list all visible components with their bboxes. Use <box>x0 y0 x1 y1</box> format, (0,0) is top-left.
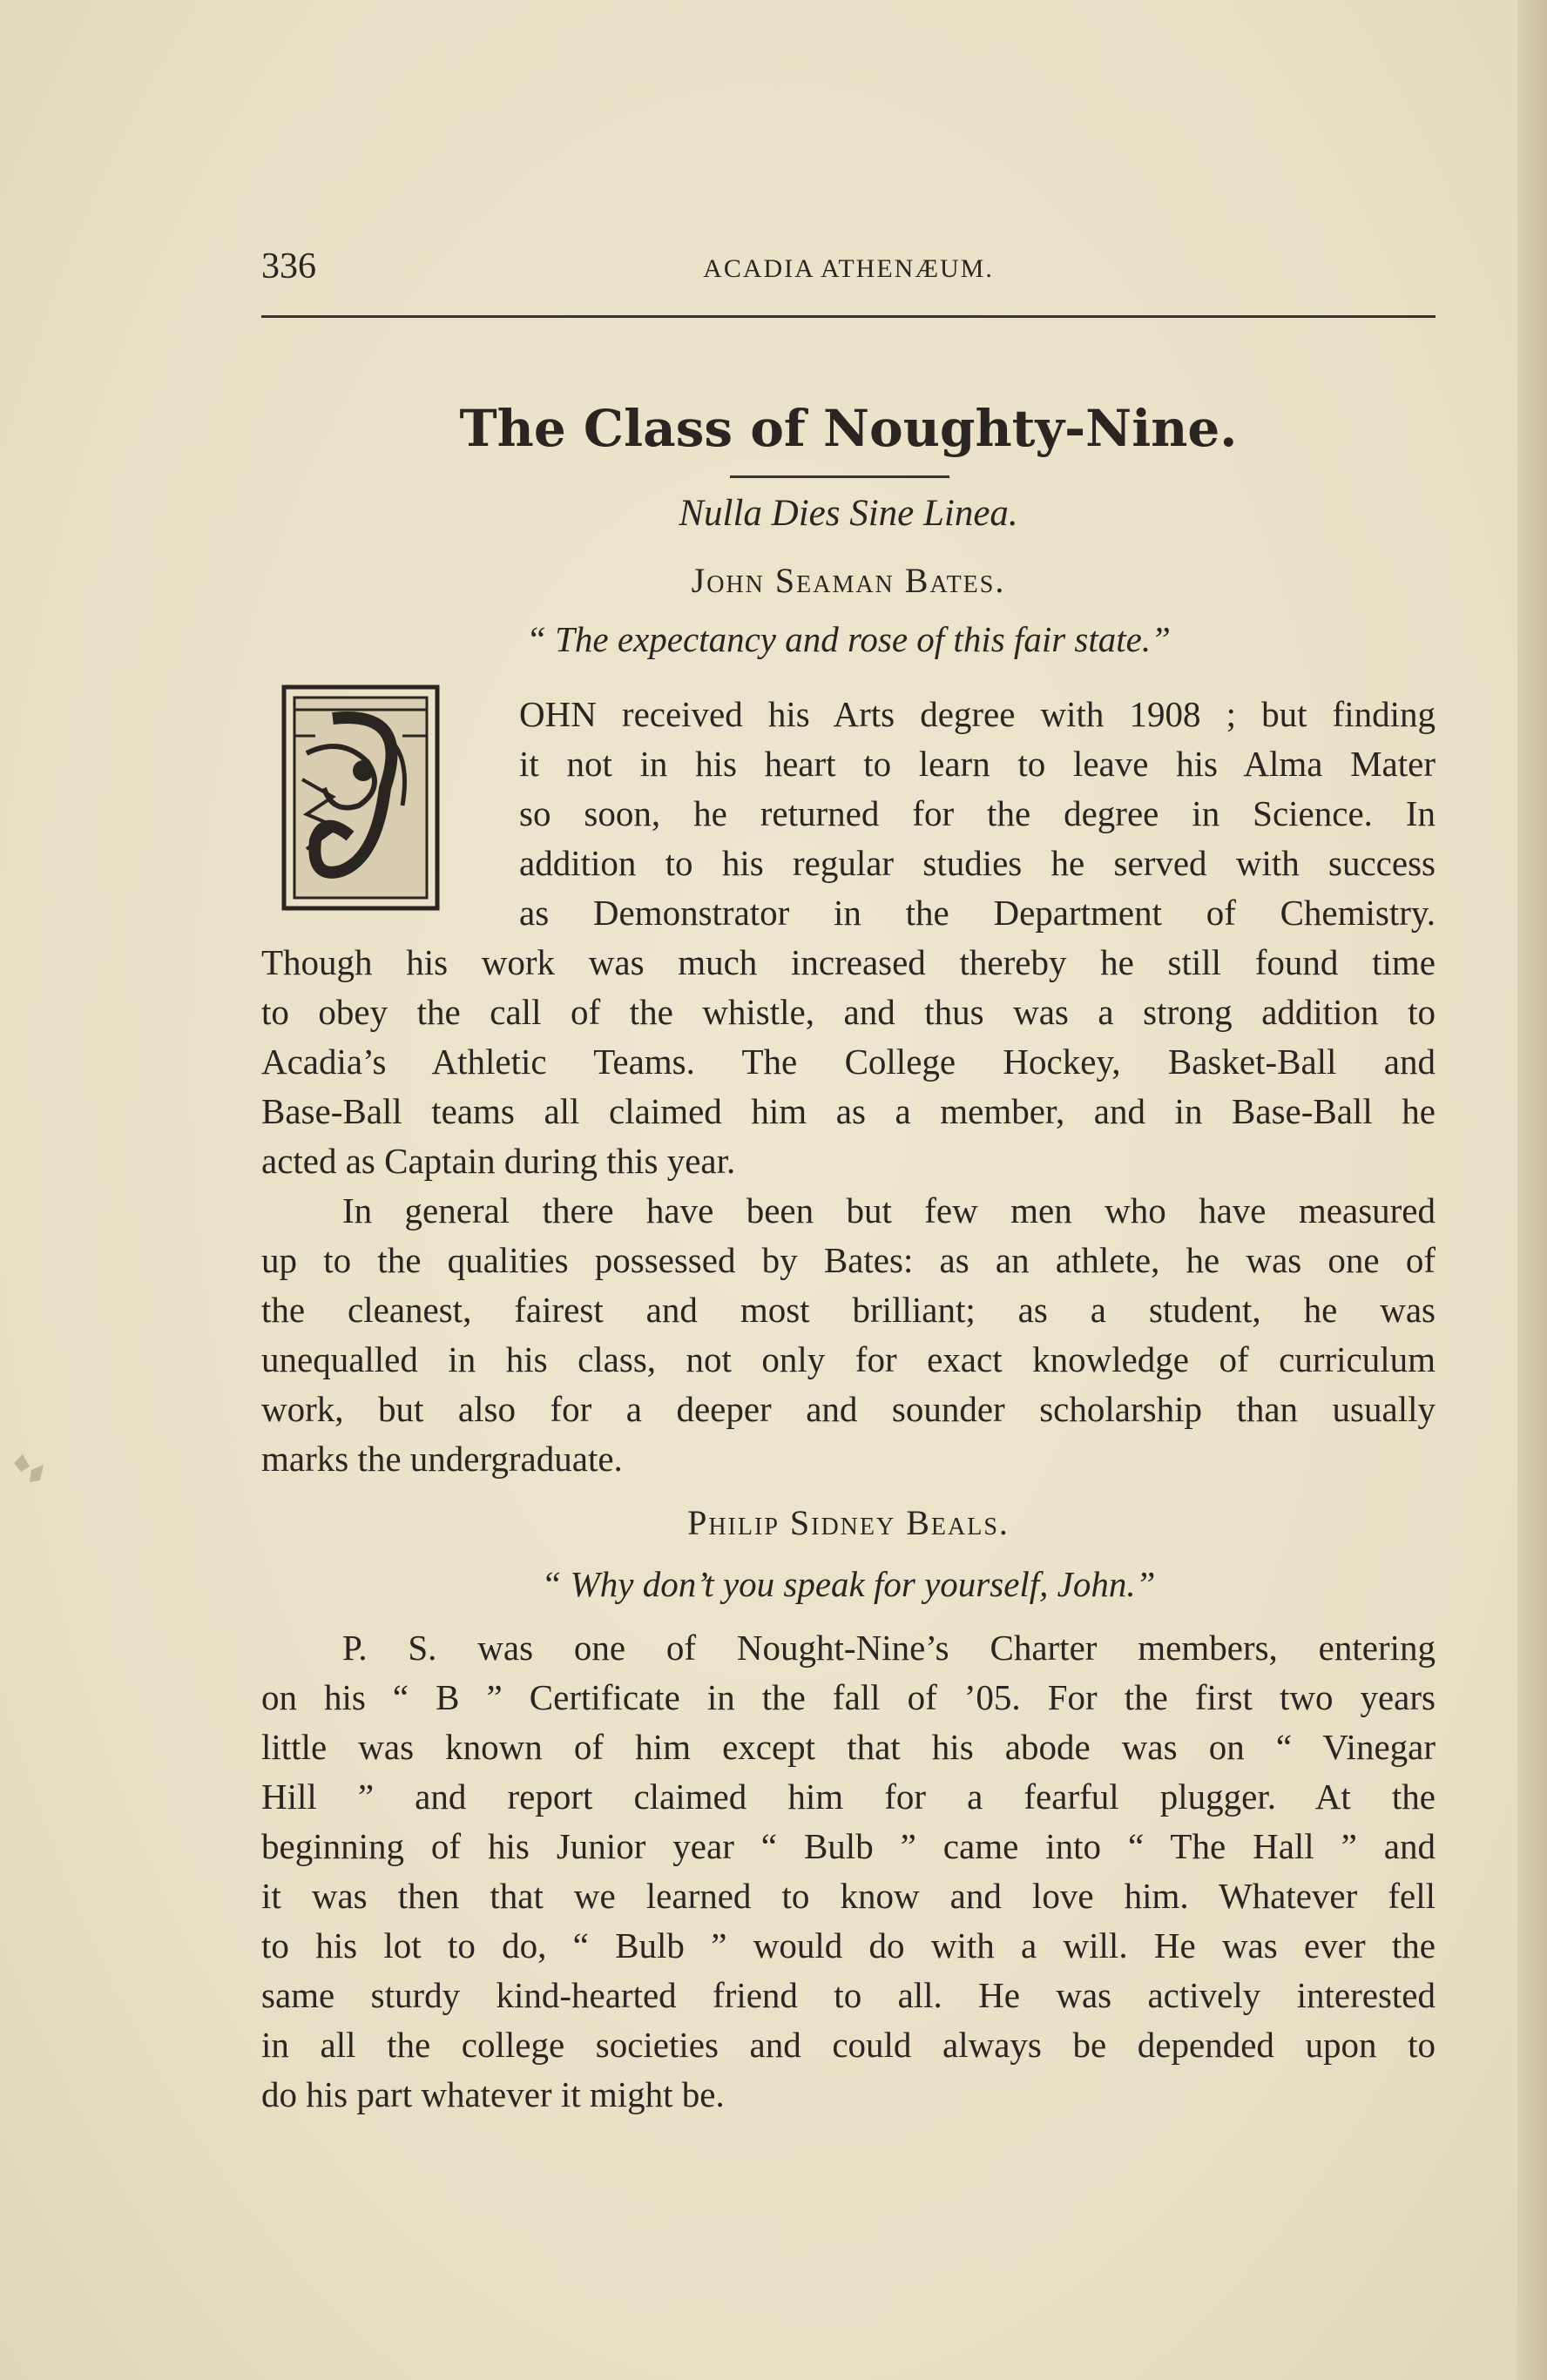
section2-line-8: same sturdy kind-hearted friend to all. He was actively interested <box>261 1975 1436 2015</box>
section1-line-3: so soon, he returned for the degree in Science. In <box>519 793 1436 833</box>
page-number: 336 <box>261 246 316 287</box>
section1-line-8: Acadia’s Athletic Teams. The College Hockey, Basket-Ball and <box>261 1042 1436 1082</box>
section1-line-15: work, but also for a deeper and sounder scholarship than usually <box>261 1389 1436 1429</box>
header-rule <box>261 315 1436 318</box>
section2-line-10: do his part whatever it might be. <box>261 2074 725 2114</box>
section1-line-6: Though his work was much increased thereby he still found time <box>261 942 1436 982</box>
section1-line-7: to obey the call of the whistle, and thus was a strong addition to <box>261 992 1436 1032</box>
section1-line-5: as Demonstrator in the Department of Chemistry. <box>519 893 1436 933</box>
article-title: The Class of Noughty-Nine. <box>459 399 1238 458</box>
section2-name: Philip Sidney Beals. <box>687 1503 1010 1542</box>
title-rule <box>730 475 949 478</box>
section2-quote: “ Why don’t you speak for yourself, John.” <box>541 1564 1156 1604</box>
section1-line-10: acted as Captain during this year. <box>261 1141 736 1181</box>
section2-line-4: Hill ” and report claimed him for a fearful plugger. At the <box>261 1777 1436 1817</box>
section2-line-7: to his lot to do, “ Bulb ” would do with a will. He was ever the <box>261 1925 1436 1965</box>
section2-line-3: little was known of him except that his abode was on “ Vinegar <box>261 1727 1436 1767</box>
running-head: ACADIA ATHENÆUM. <box>703 254 994 283</box>
section2-line-5: beginning of his Junior year “ Bulb ” came into “ The Hall ” and <box>261 1826 1436 1866</box>
section1-line-1: OHN received his Arts degree with 1908 ; but finding <box>519 694 1436 734</box>
motto: Nulla Dies Sine Linea. <box>679 493 1018 534</box>
section1-line-14: unequalled in his class, not only for exact knowledge of curriculum <box>261 1339 1436 1379</box>
paper-stain-icon <box>5 1446 57 1498</box>
section1-line-16: marks the undergraduate. <box>261 1439 623 1479</box>
section1-name: John Seaman Bates. <box>691 561 1006 600</box>
ornamental-dropcap-j-icon <box>280 684 441 912</box>
section2-line-1: P. S. was one of Nought-Nine’s Charter members, entering <box>342 1628 1436 1668</box>
page-edge <box>1517 0 1547 2380</box>
section1-line-12: up to the qualities possessed by Bates: as an athlete, he was one of <box>261 1240 1436 1280</box>
section2-line-9: in all the college societies and could always be depended upon to <box>261 2025 1436 2065</box>
section1-line-9: Base-Ball teams all claimed him as a member, and in Base-Ball he <box>261 1091 1436 1131</box>
section1-line-13: the cleanest, fairest and most brilliant; as a student, he was <box>261 1290 1436 1330</box>
section2-line-2: on his “ B ” Certificate in the fall of ’05. For the first two years <box>261 1677 1436 1717</box>
section2-line-6: it was then that we learned to know and love him. Whatever fell <box>261 1876 1436 1916</box>
section1-quote: “ The expectancy and rose of this fair state.” <box>526 619 1171 659</box>
page-header <box>261 246 1436 298</box>
section1-line-2: it not in his heart to learn to leave his Alma Mater <box>519 744 1436 784</box>
section1-line-4: addition to his regular studies he served with success <box>519 843 1436 883</box>
section1-line-11: In general there have been but few men who have measured <box>342 1190 1436 1230</box>
